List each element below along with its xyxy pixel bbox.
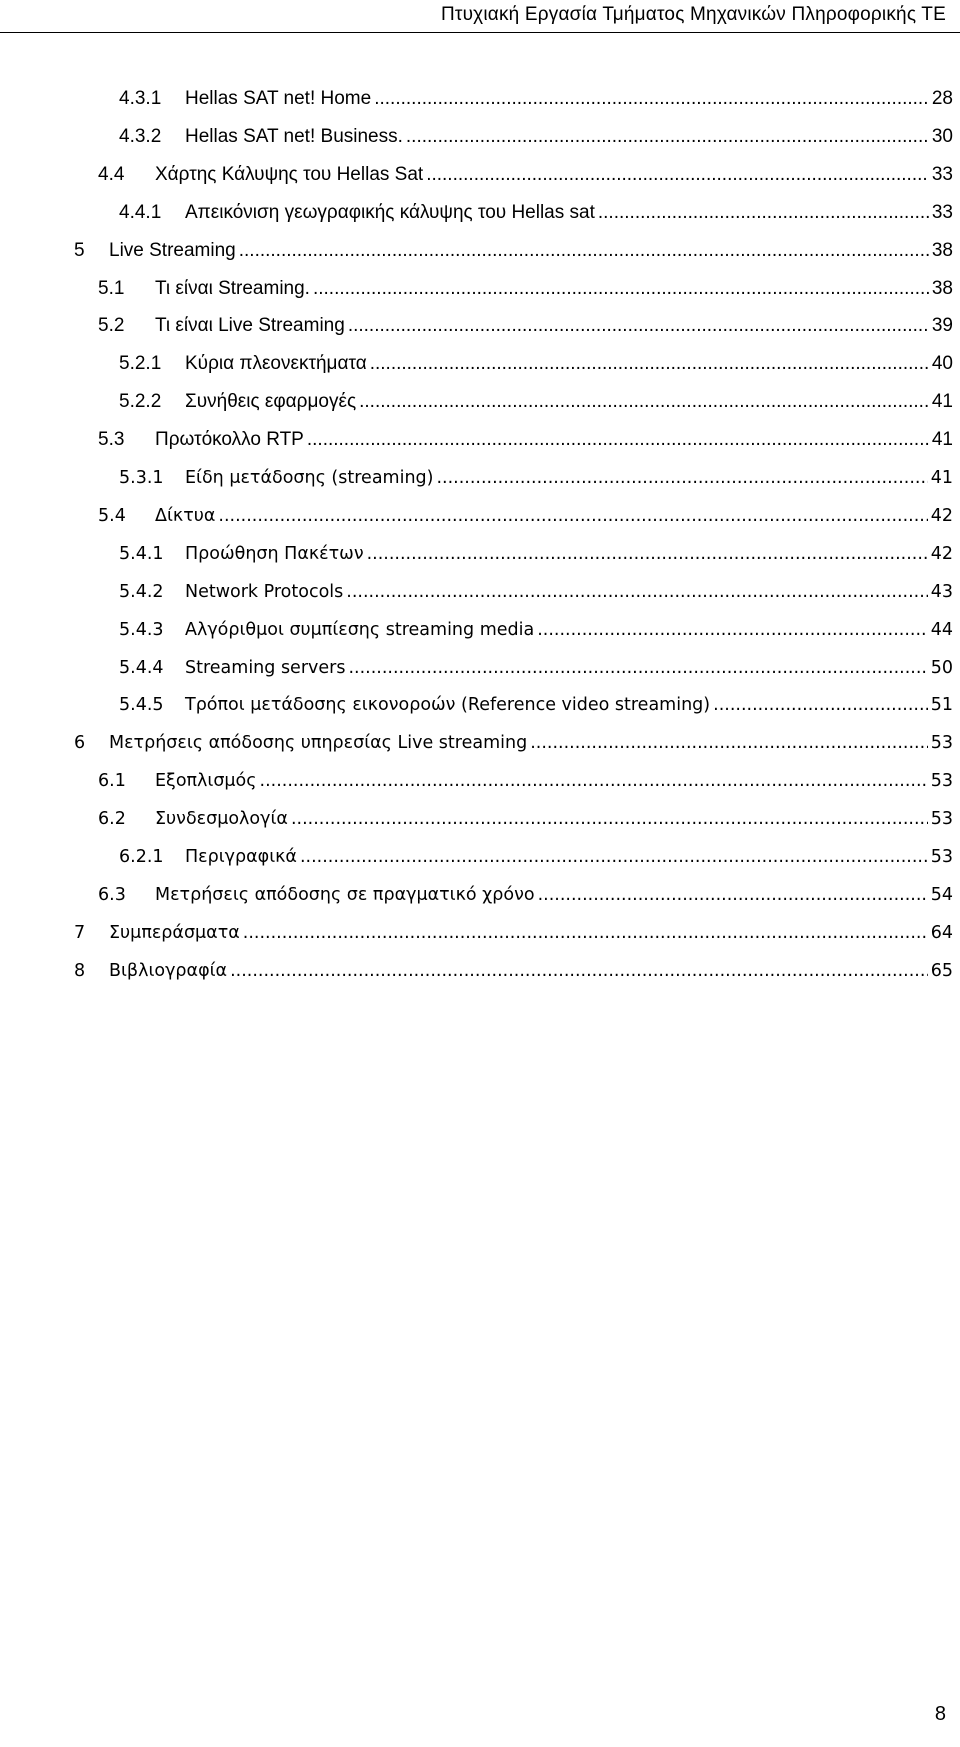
toc-entry-title: Μετρήσεις απόδοσης σε πραγματικό χρόνο	[155, 884, 535, 905]
toc-dot-leader	[436, 461, 927, 495]
toc-dot-leader	[530, 726, 928, 760]
toc-entry-number: 4.3.2	[119, 125, 162, 147]
toc-entry[interactable]	[119, 82, 953, 116]
toc-entry-title: Live Streaming	[109, 239, 236, 261]
toc-entry-page: 42	[930, 505, 953, 526]
toc-entry[interactable]	[119, 575, 953, 609]
toc-entry[interactable]	[98, 499, 953, 533]
toc-entry[interactable]	[119, 651, 953, 685]
toc-dot-leader	[243, 916, 928, 950]
toc-entry[interactable]	[98, 272, 953, 306]
toc-entry[interactable]	[119, 461, 953, 495]
toc-entry-title: Είδη μετάδοσης (streaming)	[185, 468, 434, 488]
toc-entry-title: Βιβλιογραφία	[109, 960, 228, 981]
toc-entry-number: 5.1	[98, 277, 125, 299]
toc-entry-title: Τι είναι Live Streaming	[155, 315, 345, 337]
toc-dot-leader	[538, 878, 928, 912]
toc-dot-leader	[374, 82, 929, 116]
toc-entry-number: 6.2	[98, 809, 126, 830]
toc-entry-number: 5.2	[98, 315, 125, 337]
toc-entry-title: Αλγόριθμοι συμπίεσης streaming media	[185, 619, 535, 640]
toc-entry-page: 65	[930, 960, 953, 981]
toc-dot-leader	[348, 651, 927, 685]
toc-entry-page: 53	[930, 771, 953, 792]
toc-entry-title: Απεικόνιση γεωγραφικής κάλυψης του Hellas sat	[185, 201, 595, 223]
toc-entry-title: Χάρτης Κάλυψης του Hellas Sat	[155, 163, 424, 185]
toc-entry[interactable]	[74, 916, 953, 950]
toc-entry-page: 30	[931, 125, 953, 147]
header-rule	[0, 32, 960, 33]
toc-dot-leader	[367, 537, 928, 571]
toc-entry-title: Μετρήσεις απόδοσης υπηρεσίας Live streaming	[109, 733, 528, 754]
toc-entry-number: 5.3	[98, 429, 125, 451]
toc-entry[interactable]	[98, 158, 953, 192]
toc-entry-page: 53	[930, 809, 953, 830]
toc-entry[interactable]	[74, 234, 953, 268]
toc-entry-number: 5.4.4	[119, 657, 164, 678]
toc-entry[interactable]	[119, 347, 953, 381]
toc-entry-number: 5.2.2	[119, 391, 162, 413]
toc-entry-number: 5.4.5	[119, 695, 164, 716]
toc-entry-title: Πρωτόκολλο RTP	[155, 429, 304, 451]
toc-entry-title: Streaming servers	[185, 657, 346, 678]
toc-entry[interactable]	[74, 726, 953, 760]
toc-entry-page: 64	[930, 922, 953, 943]
toc-entry-page: 51	[930, 695, 953, 716]
toc-entry-number: 6.2.1	[119, 847, 164, 867]
toc-dot-leader	[348, 309, 929, 343]
toc-entry[interactable]	[98, 309, 953, 343]
toc-dot-leader	[300, 840, 928, 874]
toc-dot-leader	[307, 423, 929, 457]
toc-entry-number: 8	[74, 960, 86, 981]
toc-dot-leader	[537, 613, 928, 647]
toc-entry-page: 42	[930, 543, 953, 564]
toc-entry-page: 40	[931, 353, 953, 375]
toc-entry-title: Hellas SAT net! Business.	[185, 125, 403, 147]
toc-entry-title: Εξοπλισμός	[155, 771, 257, 792]
toc-entry-page: 33	[931, 163, 953, 185]
toc-dot-leader	[406, 120, 929, 154]
toc-entry-number: 5.2.1	[119, 353, 162, 375]
toc-entry-page: 33	[931, 201, 953, 223]
toc-dot-leader	[359, 385, 929, 419]
toc-entry-number: 4.3.1	[119, 88, 162, 109]
toc-entry-number: 6.3	[98, 884, 126, 905]
toc-entry-page: 53	[930, 847, 953, 867]
toc-dot-leader	[218, 499, 927, 533]
toc-entry-page: 41	[930, 468, 953, 488]
toc-entry-title: Hellas SAT net! Home	[185, 88, 372, 109]
toc-entry[interactable]	[98, 764, 953, 798]
toc-dot-leader	[598, 196, 929, 230]
toc-entry-number: 5.4.2	[119, 581, 164, 602]
toc-entry-number: 5.3.1	[119, 468, 164, 488]
toc-entry-page: 54	[930, 884, 953, 905]
toc-dot-leader	[230, 954, 928, 988]
toc-dot-leader	[239, 234, 929, 268]
toc-entry-number: 5.4.3	[119, 619, 164, 640]
toc-entry-number: 6.1	[98, 771, 126, 792]
toc-dot-leader	[346, 575, 927, 609]
toc-entry-title: Συνδεσμολογία	[155, 809, 288, 830]
toc-entry-number: 7	[74, 922, 86, 943]
toc-entry[interactable]	[119, 196, 953, 230]
toc-entry-number: 5	[74, 239, 85, 261]
toc-entry-number: 6	[74, 733, 86, 754]
toc-dot-leader	[370, 347, 929, 381]
toc-entry[interactable]	[119, 120, 953, 154]
toc-dot-leader	[426, 158, 929, 192]
toc-entry-page: 53	[930, 733, 953, 754]
toc-entry-number: 5.4.1	[119, 543, 164, 564]
toc-entry-title: Συμπεράσματα	[109, 922, 240, 943]
toc-entry-number: 5.4	[98, 505, 126, 526]
toc-dot-leader	[313, 272, 929, 306]
toc-entry-page: 38	[931, 277, 953, 299]
toc-entry-number: 4.4	[98, 163, 125, 185]
toc-entry-title: Συνήθεις εφαρμογές	[185, 391, 357, 413]
toc-entry-page: 41	[931, 429, 953, 451]
toc-dot-leader	[291, 802, 928, 836]
toc-dot-leader	[260, 764, 928, 798]
toc-entry[interactable]	[98, 878, 953, 912]
toc-entry-title: Δίκτυα	[155, 505, 216, 526]
toc-entry[interactable]	[119, 840, 953, 874]
toc-entry-page: 39	[931, 315, 953, 337]
toc-entry-page: 38	[931, 239, 953, 261]
toc-entry-number: 4.4.1	[119, 201, 162, 223]
toc-entry-title: Κύρια πλεονεκτήματα	[185, 353, 367, 375]
toc-entry-page: 43	[930, 581, 953, 602]
toc-entry-page: 28	[931, 88, 953, 109]
toc-entry[interactable]	[74, 954, 953, 988]
toc-entry[interactable]	[119, 385, 953, 419]
toc-entry-title: Περιγραφικά	[185, 847, 297, 867]
toc-entry[interactable]	[98, 802, 953, 836]
toc-entry[interactable]	[119, 613, 953, 647]
toc-entry[interactable]	[119, 688, 953, 722]
toc-entry-title: Προώθηση Πακέτων	[185, 543, 364, 564]
toc-entry[interactable]	[119, 537, 953, 571]
toc-entry-title: Τρόποι μετάδοσης εικονοροών (Reference video streaming)	[185, 695, 711, 716]
toc-entry[interactable]	[98, 423, 953, 457]
toc-entry-page: 44	[930, 619, 953, 640]
running-header: Πτυχιακή Εργασία Τμήματος Μηχανικών Πληροφορικής ΤΕ	[440, 4, 946, 25]
toc-entry-page: 41	[931, 391, 953, 413]
page-number: 8	[934, 1703, 946, 1725]
toc-dot-leader	[713, 688, 928, 722]
toc-entry-title: Network Protocols	[185, 581, 344, 602]
toc-entry-title: Τι είναι Streaming.	[155, 277, 310, 299]
toc-entry-page: 50	[930, 657, 953, 678]
